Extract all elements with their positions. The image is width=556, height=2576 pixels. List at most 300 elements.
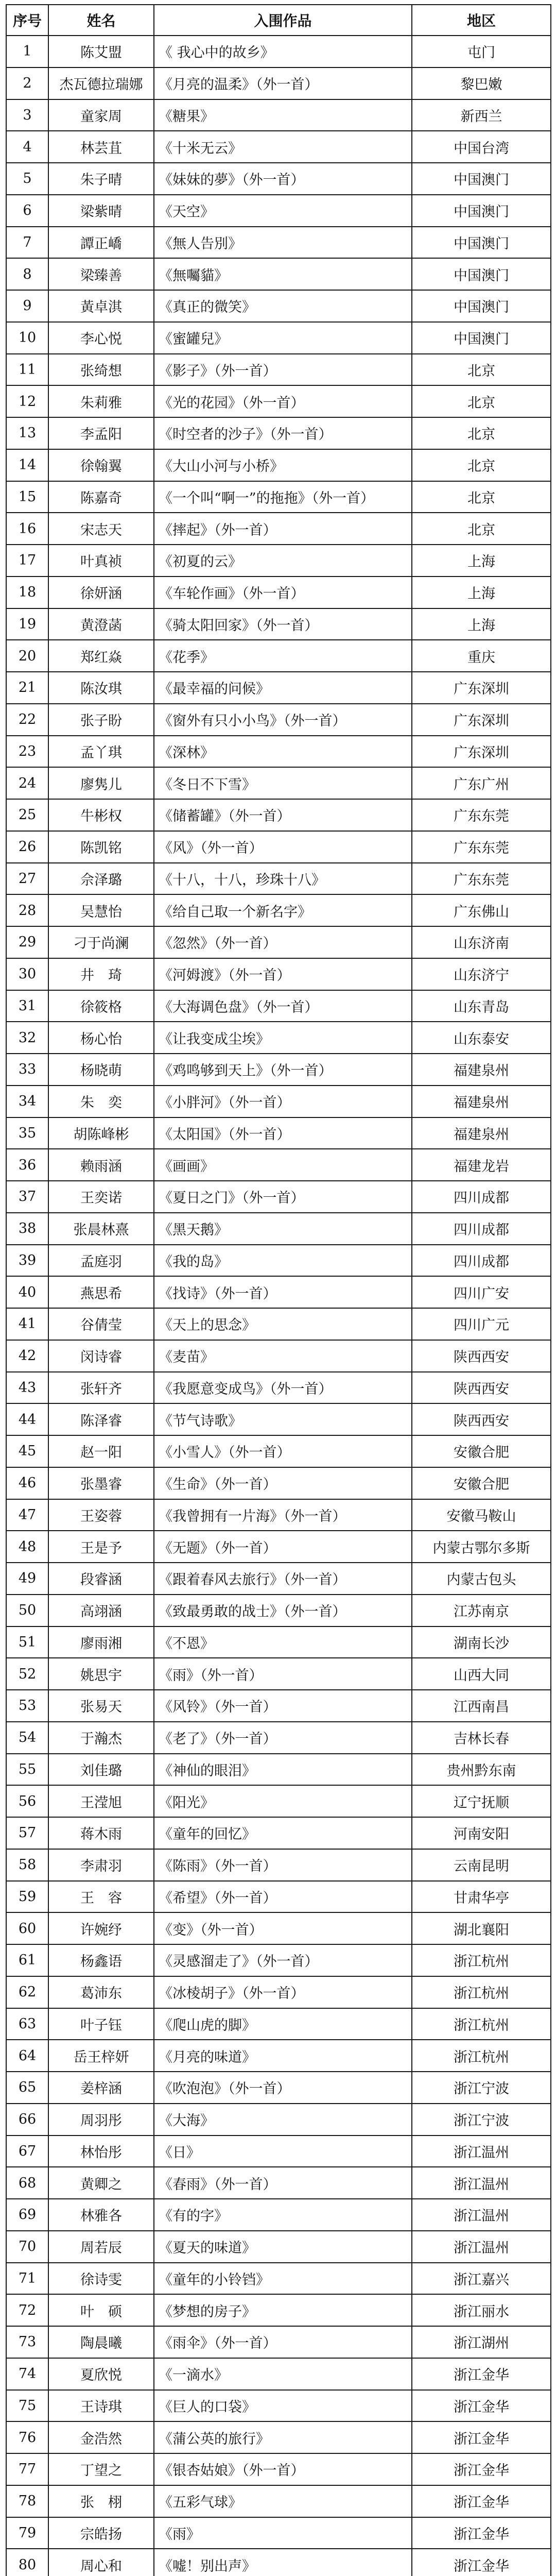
cell-name: 王奕诺	[48, 1181, 154, 1213]
cell-work: 《节气诗歌》	[154, 1403, 412, 1435]
table-row	[6, 1117, 551, 1149]
table-row	[6, 1785, 551, 1817]
cell-name: 黄卿之	[48, 2167, 154, 2199]
cell-work: 《影子》（外一首）	[154, 354, 412, 386]
cell-region: 新西兰	[412, 99, 551, 131]
cell-work: 《希望》（外一首）	[154, 1881, 412, 1913]
cell-region: 北京	[412, 449, 551, 481]
cell-region: 福建龙岩	[412, 1149, 551, 1181]
cell-region: 北京	[412, 385, 551, 417]
table-row	[6, 958, 551, 990]
table-row	[6, 99, 551, 131]
cell-number: 30	[6, 958, 48, 990]
cell-region: 北京	[412, 513, 551, 545]
cell-region: 安徽合肥	[412, 1435, 551, 1467]
table-row	[6, 926, 551, 958]
cell-work: 《最幸福的问候》	[154, 672, 412, 704]
cell-work: 《给自己取一个新名字》	[154, 894, 412, 926]
cell-region: 浙江金华	[412, 2453, 551, 2485]
cell-name: 陶晨曦	[48, 2326, 154, 2358]
table-row	[6, 1435, 551, 1467]
cell-region: 广东深圳	[412, 672, 551, 704]
table-row	[6, 2549, 551, 2576]
cell-name: 朱子晴	[48, 163, 154, 195]
cell-number: 24	[6, 767, 48, 799]
cell-work: 《吹泡泡》（外一首）	[154, 2072, 412, 2104]
cell-number: 15	[6, 481, 48, 513]
cell-number: 20	[6, 640, 48, 672]
cell-name: 姜梓涵	[48, 2072, 154, 2104]
cell-name: 林雅各	[48, 2199, 154, 2231]
cell-work: 《蜜罐兒》	[154, 322, 412, 354]
cell-work: 《不恩》	[154, 1626, 412, 1658]
cell-name: 李孟阳	[48, 417, 154, 449]
table-row	[6, 449, 551, 481]
cell-number: 64	[6, 2040, 48, 2072]
table-row	[6, 2517, 551, 2549]
cell-name: 陈泽睿	[48, 1403, 154, 1435]
cell-work: 《天上的思念》	[154, 1308, 412, 1340]
cell-name: 徐诗雯	[48, 2263, 154, 2295]
cell-work: 《大海》	[154, 2104, 412, 2136]
cell-region: 中国澳门	[412, 163, 551, 195]
cell-region: 福建泉州	[412, 1117, 551, 1149]
cell-work: 《十米无云》	[154, 131, 412, 163]
cell-region: 浙江杭州	[412, 2040, 551, 2072]
cell-name: 杰瓦德拉瑞娜	[48, 67, 154, 99]
cell-work: 《跟着春风去旅行》（外一首）	[154, 1563, 412, 1595]
cell-region: 福建泉州	[412, 1086, 551, 1117]
cell-region: 四川广安	[412, 1276, 551, 1308]
cell-work: 《十八，十八，珍珠十八》	[154, 863, 412, 895]
cell-number: 8	[6, 258, 48, 290]
cell-name: 段睿涵	[48, 1563, 154, 1595]
cell-region: 上海	[412, 608, 551, 640]
table-row	[6, 417, 551, 449]
table-row	[6, 2231, 551, 2263]
cell-name: 孟庭羽	[48, 1245, 154, 1277]
cell-number: 22	[6, 704, 48, 736]
cell-number: 78	[6, 2485, 48, 2517]
cell-work: 《月亮的味道》	[154, 2040, 412, 2072]
table-row	[6, 1595, 551, 1626]
cell-work: 《童年的回忆》	[154, 1817, 412, 1849]
cell-region: 陕西西安	[412, 1340, 551, 1372]
cell-region: 四川广元	[412, 1308, 551, 1340]
cell-region: 山西大同	[412, 1658, 551, 1690]
cell-name: 叶真祯	[48, 545, 154, 577]
cell-name: 宗皓扬	[48, 2517, 154, 2549]
cell-work: 《鸡鸣够到天上》（外一首）	[154, 1054, 412, 1086]
cell-work: 《花季》	[154, 640, 412, 672]
cell-region: 浙江温州	[412, 2199, 551, 2231]
cell-number: 40	[6, 1276, 48, 1308]
cell-name: 叶 硕	[48, 2294, 154, 2326]
cell-name: 王是予	[48, 1531, 154, 1563]
cell-name: 闵诗睿	[48, 1340, 154, 1372]
table-row	[6, 1499, 551, 1531]
cell-number: 19	[6, 608, 48, 640]
cell-region: 浙江宁波	[412, 2104, 551, 2136]
cell-work: 《童年的小铃铛》	[154, 2263, 412, 2295]
table-row	[6, 1944, 551, 1976]
cell-number: 26	[6, 831, 48, 863]
cell-number: 45	[6, 1435, 48, 1467]
cell-name: 姚思宇	[48, 1658, 154, 1690]
cell-region: 中国台湾	[412, 131, 551, 163]
cell-work: 《月亮的温柔》（外一首）	[154, 67, 412, 99]
cell-work: 《河姆渡》（外一首）	[154, 958, 412, 990]
table-row	[6, 2263, 551, 2295]
cell-region: 浙江金华	[412, 2485, 551, 2517]
cell-name: 徐妍涵	[48, 577, 154, 608]
cell-region: 广东东莞	[412, 831, 551, 863]
cell-work: 《無人告別》	[154, 227, 412, 259]
cell-region: 浙江湖州	[412, 2326, 551, 2358]
table-row	[6, 385, 551, 417]
cell-name: 岳王梓妍	[48, 2040, 154, 2072]
cell-region: 屯门	[412, 36, 551, 67]
cell-name: 于瀚杰	[48, 1722, 154, 1754]
cell-work: 《风铃》（外一首）	[154, 1690, 412, 1722]
table-row	[6, 2485, 551, 2517]
cell-number: 73	[6, 2326, 48, 2358]
cell-work: 《变》（外一首）	[154, 1912, 412, 1944]
cell-work: 《储蓄罐》（外一首）	[154, 799, 412, 831]
cell-region: 广东深圳	[412, 736, 551, 768]
cell-name: 梁紫晴	[48, 195, 154, 227]
cell-work: 《雨伞》（外一首）	[154, 2326, 412, 2358]
cell-name: 廖隽儿	[48, 767, 154, 799]
cell-region: 广东广州	[412, 767, 551, 799]
cell-work: 《摔起》（外一首）	[154, 513, 412, 545]
cell-name: 周心和	[48, 2549, 154, 2576]
cell-work: 《车轮作画》（外一首）	[154, 577, 412, 608]
cell-region: 安徽马鞍山	[412, 1499, 551, 1531]
table-row	[6, 2326, 551, 2358]
cell-region: 四川成都	[412, 1245, 551, 1277]
cell-number: 52	[6, 1658, 48, 1690]
cell-name: 譚正嶠	[48, 227, 154, 259]
cell-name: 丁望之	[48, 2453, 154, 2485]
table-row	[6, 704, 551, 736]
cell-work: 《 我心中的故乡》	[154, 36, 412, 67]
table-row	[6, 736, 551, 768]
cell-name: 陈凯铭	[48, 831, 154, 863]
cell-name: 陈汝琪	[48, 672, 154, 704]
cell-number: 1	[6, 36, 48, 67]
cell-number: 80	[6, 2549, 48, 2576]
cell-work: 《光的花园》（外一首）	[154, 385, 412, 417]
cell-name: 张轩齐	[48, 1372, 154, 1404]
cell-work: 《骑太阳回家》（外一首）	[154, 608, 412, 640]
cell-work: 《雨》	[154, 2517, 412, 2549]
table-row	[6, 577, 551, 608]
cell-region: 浙江杭州	[412, 1944, 551, 1976]
cell-work: 《雨》（外一首）	[154, 1658, 412, 1690]
cell-work: 《真正的微笑》	[154, 290, 412, 322]
cell-number: 4	[6, 131, 48, 163]
cell-work: 《我的岛》	[154, 1245, 412, 1277]
cell-region: 广东东莞	[412, 799, 551, 831]
cell-work: 《忽然》（外一首）	[154, 926, 412, 958]
table-row	[6, 767, 551, 799]
table-row	[6, 1181, 551, 1213]
table-body	[6, 36, 551, 2576]
cell-name: 杨晓萌	[48, 1054, 154, 1086]
table-row	[6, 1626, 551, 1658]
cell-work: 《冰棱胡子》（外一首）	[154, 1976, 412, 2008]
cell-number: 59	[6, 1881, 48, 1913]
cell-number: 9	[6, 290, 48, 322]
cell-region: 云南昆明	[412, 1849, 551, 1881]
cell-number: 10	[6, 322, 48, 354]
table-row	[6, 354, 551, 386]
cell-number: 38	[6, 1213, 48, 1245]
cell-region: 山东泰安	[412, 1022, 551, 1054]
table-row	[6, 1022, 551, 1054]
cell-name: 井 琦	[48, 958, 154, 990]
cell-name: 李肃羽	[48, 1849, 154, 1881]
cell-work: 《夏日之门》（外一首）	[154, 1181, 412, 1213]
cell-number: 18	[6, 577, 48, 608]
cell-number: 43	[6, 1372, 48, 1404]
cell-number: 67	[6, 2136, 48, 2167]
cell-name: 赵一阳	[48, 1435, 154, 1467]
table-row	[6, 1531, 551, 1563]
cell-number: 2	[6, 67, 48, 99]
cell-work: 《时空者的沙子》（外一首）	[154, 417, 412, 449]
cell-number: 71	[6, 2263, 48, 2295]
table-row	[6, 608, 551, 640]
cell-number: 66	[6, 2104, 48, 2136]
table-row	[6, 1817, 551, 1849]
cell-work: 《阳光》	[154, 1785, 412, 1817]
cell-name: 高翊涵	[48, 1595, 154, 1626]
cell-work: 《糖果》	[154, 99, 412, 131]
cell-region: 上海	[412, 577, 551, 608]
cell-region: 山东济宁	[412, 958, 551, 990]
cell-name: 张墨睿	[48, 1467, 154, 1499]
cell-name: 张易天	[48, 1690, 154, 1722]
table-row	[6, 258, 551, 290]
table-row	[6, 1403, 551, 1435]
table-row	[6, 1881, 551, 1913]
cell-name: 王滢旭	[48, 1785, 154, 1817]
table-row	[6, 1086, 551, 1117]
cell-number: 68	[6, 2167, 48, 2199]
table-row	[6, 67, 551, 99]
cell-name: 赖雨涵	[48, 1149, 154, 1181]
cell-work: 《冬日不下雪》	[154, 767, 412, 799]
cell-number: 32	[6, 1022, 48, 1054]
cell-number: 41	[6, 1308, 48, 1340]
cell-region: 浙江杭州	[412, 2008, 551, 2040]
cell-region: 中国澳门	[412, 290, 551, 322]
table-row	[6, 1976, 551, 2008]
cell-number: 28	[6, 894, 48, 926]
cell-work: 《灵感溜走了》（外一首）	[154, 1944, 412, 1976]
cell-work: 《嘘！别出声》	[154, 2549, 412, 2576]
cell-name: 梁臻善	[48, 258, 154, 290]
finalist-table	[6, 4, 551, 2576]
cell-name: 吴慧怡	[48, 894, 154, 926]
table-row	[6, 1340, 551, 1372]
cell-name: 张 栩	[48, 2485, 154, 2517]
cell-name: 谷倩莹	[48, 1308, 154, 1340]
cell-work: 《五彩气球》	[154, 2485, 412, 2517]
cell-name: 李心悦	[48, 322, 154, 354]
cell-name: 陈嘉奇	[48, 481, 154, 513]
cell-number: 75	[6, 2390, 48, 2422]
cell-region: 山东青岛	[412, 990, 551, 1022]
cell-name: 蒋木雨	[48, 1817, 154, 1849]
cell-number: 53	[6, 1690, 48, 1722]
cell-name: 杨鑫语	[48, 1944, 154, 1976]
cell-number: 58	[6, 1849, 48, 1881]
cell-number: 37	[6, 1181, 48, 1213]
cell-region: 重庆	[412, 640, 551, 672]
cell-work: 《致最勇敢的战士》（外一首）	[154, 1595, 412, 1626]
cell-name: 林怡彤	[48, 2136, 154, 2167]
cell-work: 《风》（外一首）	[154, 831, 412, 863]
cell-name: 刘佳璐	[48, 1754, 154, 1786]
cell-number: 42	[6, 1340, 48, 1372]
cell-name: 王诗琪	[48, 2390, 154, 2422]
cell-number: 3	[6, 99, 48, 131]
cell-number: 27	[6, 863, 48, 895]
cell-number: 57	[6, 1817, 48, 1849]
cell-name: 童家周	[48, 99, 154, 131]
table-row	[6, 545, 551, 577]
cell-number: 35	[6, 1117, 48, 1149]
cell-name: 佘泽璐	[48, 863, 154, 895]
cell-work: 《無囑貓》	[154, 258, 412, 290]
cell-region: 中国澳门	[412, 258, 551, 290]
table-row	[6, 1467, 551, 1499]
cell-number: 63	[6, 2008, 48, 2040]
cell-number: 51	[6, 1626, 48, 1658]
table-row	[6, 1372, 551, 1404]
cell-number: 7	[6, 227, 48, 259]
table-row	[6, 1658, 551, 1690]
cell-number: 11	[6, 354, 48, 386]
cell-region: 浙江杭州	[412, 1976, 551, 2008]
cell-number: 60	[6, 1912, 48, 1944]
cell-name: 胡陈峰彬	[48, 1117, 154, 1149]
cell-number: 61	[6, 1944, 48, 1976]
cell-region: 浙江金华	[412, 2549, 551, 2576]
cell-work: 《神仙的眼泪》	[154, 1754, 412, 1786]
table-row	[6, 2167, 551, 2199]
table-row	[6, 2008, 551, 2040]
header-region: 地区	[412, 5, 551, 36]
cell-region: 黎巴嫩	[412, 67, 551, 99]
table-row	[6, 1308, 551, 1340]
table-row	[6, 894, 551, 926]
cell-name: 徐翰翼	[48, 449, 154, 481]
table-row	[6, 2421, 551, 2453]
cell-region: 浙江金华	[412, 2390, 551, 2422]
cell-name: 张绮想	[48, 354, 154, 386]
table-row	[6, 36, 551, 67]
cell-name: 叶子钰	[48, 2008, 154, 2040]
cell-name: 周羽彤	[48, 2104, 154, 2136]
cell-region: 北京	[412, 481, 551, 513]
cell-region: 福建泉州	[412, 1054, 551, 1086]
cell-number: 44	[6, 1403, 48, 1435]
header-number: 序号	[6, 5, 48, 36]
table-row	[6, 2294, 551, 2326]
cell-number: 23	[6, 736, 48, 768]
cell-number: 50	[6, 1595, 48, 1626]
cell-region: 浙江金华	[412, 2421, 551, 2453]
cell-number: 34	[6, 1086, 48, 1117]
cell-work: 《梦想的房子》	[154, 2294, 412, 2326]
table-row	[6, 227, 551, 259]
cell-name: 黃卓淇	[48, 290, 154, 322]
cell-number: 69	[6, 2199, 48, 2231]
cell-work: 《我愿意变成鸟》（外一首）	[154, 1372, 412, 1404]
cell-name: 王 容	[48, 1881, 154, 1913]
cell-number: 72	[6, 2294, 48, 2326]
cell-region: 江西南昌	[412, 1690, 551, 1722]
header-work: 入围作品	[154, 5, 412, 36]
cell-region: 河南安阳	[412, 1817, 551, 1849]
table-row	[6, 863, 551, 895]
cell-name: 牛彬权	[48, 799, 154, 831]
cell-region: 四川成都	[412, 1181, 551, 1213]
cell-work: 《让我变成尘埃》	[154, 1022, 412, 1054]
cell-number: 76	[6, 2421, 48, 2453]
table-row	[6, 2358, 551, 2390]
cell-region: 北京	[412, 354, 551, 386]
table-row	[6, 1149, 551, 1181]
cell-region: 山东济南	[412, 926, 551, 958]
cell-number: 6	[6, 195, 48, 227]
cell-number: 5	[6, 163, 48, 195]
cell-name: 夏欣悦	[48, 2358, 154, 2390]
table-row	[6, 481, 551, 513]
cell-number: 33	[6, 1054, 48, 1086]
cell-name: 王姿蓉	[48, 1499, 154, 1531]
cell-name: 周若辰	[48, 2231, 154, 2263]
cell-number: 65	[6, 2072, 48, 2104]
cell-name: 张晨林熹	[48, 1213, 154, 1245]
cell-name: 黄澄菡	[48, 608, 154, 640]
table-row	[6, 990, 551, 1022]
cell-region: 内蒙古包头	[412, 1563, 551, 1595]
cell-number: 36	[6, 1149, 48, 1181]
cell-region: 吉林长春	[412, 1722, 551, 1754]
cell-number: 16	[6, 513, 48, 545]
table-row	[6, 290, 551, 322]
cell-work: 《巨人的口袋》	[154, 2390, 412, 2422]
cell-region: 浙江温州	[412, 2167, 551, 2199]
cell-number: 79	[6, 2517, 48, 2549]
cell-name: 张子盼	[48, 704, 154, 736]
cell-work: 《爬山虎的脚》	[154, 2008, 412, 2040]
cell-region: 上海	[412, 545, 551, 577]
cell-name: 许婉纾	[48, 1912, 154, 1944]
cell-work: 《小雪人》（外一首）	[154, 1435, 412, 1467]
table-row	[6, 1722, 551, 1754]
cell-region: 中国澳门	[412, 195, 551, 227]
table-row	[6, 2072, 551, 2104]
table-row	[6, 1849, 551, 1881]
table-row	[6, 1054, 551, 1086]
cell-work: 《大山小河与小桥》	[154, 449, 412, 481]
